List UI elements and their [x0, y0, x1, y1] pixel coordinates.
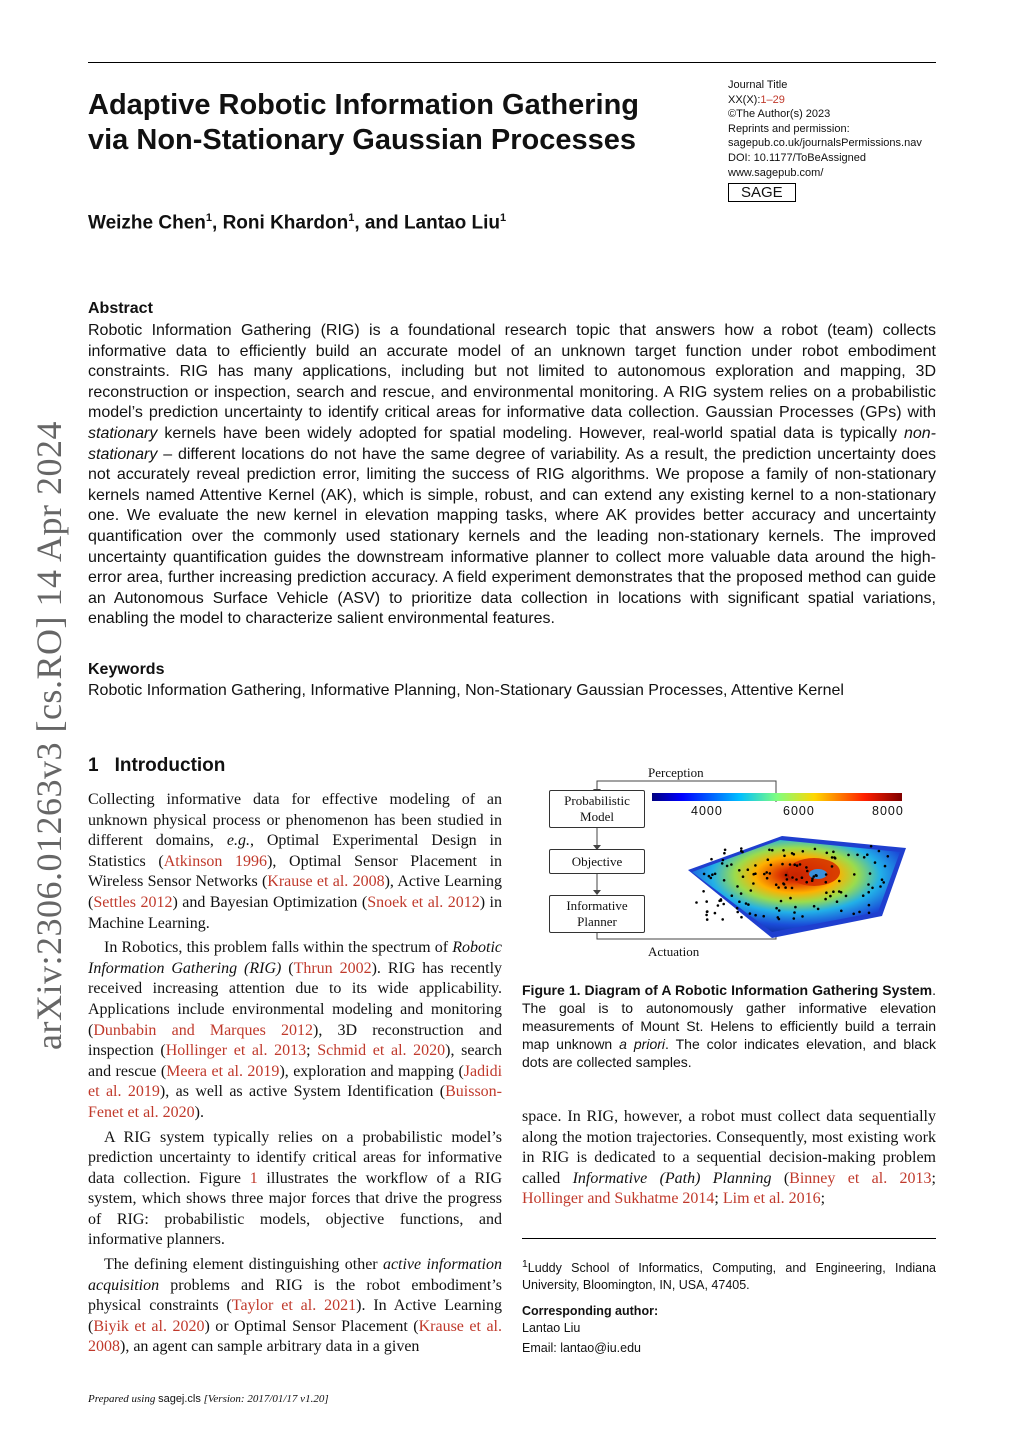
sample-dot — [778, 909, 781, 912]
sample-dot — [825, 881, 828, 884]
sample-dot — [740, 847, 743, 850]
title-line-2: via Non-Stationary Gaussian Processes — [88, 124, 636, 156]
figure-caption — [522, 981, 936, 1071]
sample-dot — [721, 862, 724, 865]
sample-dot — [747, 903, 750, 906]
sample-dot — [799, 863, 802, 866]
sample-dot — [825, 891, 828, 894]
citation-link[interactable]: Thrun 2002 — [293, 959, 372, 977]
sample-dot — [791, 876, 794, 879]
sample-dot — [706, 910, 709, 913]
sample-dot — [789, 897, 792, 900]
sample-dot — [878, 850, 881, 853]
citation-link[interactable]: Snoek et al. 2012 — [367, 893, 480, 911]
sample-dot — [805, 866, 808, 869]
sample-dot — [863, 856, 866, 859]
keywords-heading: Keywords — [88, 661, 165, 678]
sample-dot — [794, 906, 797, 909]
sample-dot — [721, 918, 724, 921]
sample-dot — [831, 865, 834, 868]
actuation-label: Actuation — [648, 944, 700, 959]
sample-dot — [775, 883, 778, 886]
sample-dot — [706, 918, 709, 921]
section-number: 1 — [88, 755, 99, 776]
sample-dot — [838, 880, 841, 883]
colorbar-tick: 4000 — [691, 804, 723, 818]
sample-dot — [766, 877, 769, 880]
citation-link[interactable]: Taylor et al. 2021 — [231, 1297, 357, 1315]
section-title: Introduction — [114, 755, 226, 776]
sample-dot — [847, 854, 850, 857]
sample-dot — [754, 872, 757, 875]
journal-volume — [728, 93, 958, 108]
sample-dot — [874, 861, 877, 864]
author-separator: , — [212, 212, 223, 234]
journal-permissions-url[interactable]: sagepub.co.uk/journalsPermissions.nav — [728, 137, 922, 150]
sample-dot — [791, 887, 794, 890]
citation-link[interactable]: Atkinson 1996 — [163, 852, 268, 870]
top-rule — [88, 62, 936, 63]
caption-title: Figure 1. Diagram of A Robotic Information Gathering System — [522, 982, 933, 998]
sample-dot — [805, 881, 808, 884]
sample-dot — [745, 902, 748, 905]
sample-dot — [796, 864, 799, 867]
sample-dot — [871, 887, 874, 890]
citation-link[interactable]: Meera et al. 2019 — [166, 1062, 280, 1080]
sample-dot — [845, 895, 848, 898]
sample-dot — [722, 859, 725, 862]
sample-dot — [781, 863, 784, 866]
affiliation-footnote — [522, 1256, 936, 1294]
perception-label: Perception — [648, 765, 704, 780]
author-affiliation-mark: 1 — [205, 212, 213, 224]
author-list — [88, 212, 506, 234]
probabilistic-model-box: Probabilistic Model — [549, 790, 645, 828]
paragraph: Collecting informative data for effective modeling of an unknown physical process or phenomenon has been studied in different domains, e.g., Optimal Experimental Design in Statistics (Atkinson 1996), Optimal Sensor Placement in Wireless Sensor Networks (Krause et al. 2008), Active Learning (Settles 2012) and Bayesian Optimization (Snoek et al. 2012) in Machine Learning. — [88, 791, 503, 932]
citation-link[interactable]: Jadidi et al. 2019 — [88, 1062, 503, 1101]
paragraph: In Robotics, this problem falls within the spectrum of Robotic Information Gathering (RIG) (Thrun 2002). RIG has recently received increasing attention due to its wide applicability. Applications include environmental modeling and monitoring (Dunbabin and Marques 2012), 3D reconstruction and inspection (Hollinger et al. 2013; Schmid et al. 2020), search and rescue (Meera et al. 2019), exploration and mapping (Jadidi et al. 2019), as well as active System Identification (Buisson-Fenet et al. 2020). — [88, 939, 503, 1121]
sample-dot — [780, 900, 783, 903]
sample-dot — [708, 875, 711, 878]
caption-text: . The goal is to autonomously gather informative elevation measurements of Mount St. Helens to efficiently build a terrain map unknown — [522, 982, 936, 1052]
figure-link[interactable]: 1 — [249, 1169, 258, 1187]
citation-link[interactable]: Dunbabin and Marques 2012 — [93, 1021, 313, 1039]
sample-dot — [832, 890, 835, 893]
footer-text: Prepared using — [88, 1393, 159, 1405]
abstract-emphasis: stationary — [88, 424, 158, 442]
sample-dot — [802, 850, 805, 853]
sample-dot — [752, 882, 755, 885]
sample-dot — [711, 873, 714, 876]
sample-dot — [723, 879, 726, 882]
sample-dot — [815, 874, 818, 877]
sample-dot — [824, 898, 827, 901]
sample-dot — [887, 855, 890, 858]
colorbar-tick: 8000 — [872, 804, 904, 818]
sample-dot — [791, 852, 794, 855]
sample-dot — [731, 894, 734, 897]
author-name: Weizhe Chen — [88, 212, 206, 234]
sample-dot — [750, 889, 753, 892]
footer-version: [Version: 2017/01/17 v1.20] — [200, 1393, 329, 1405]
sample-dot — [736, 907, 739, 910]
sample-dot — [884, 865, 887, 868]
sample-dot — [784, 886, 787, 889]
citation-link[interactable]: Buisson-Fenet et al. 2020 — [88, 1083, 503, 1121]
sample-dot — [770, 864, 773, 867]
sage-logo: SAGE — [728, 183, 796, 202]
volume-prefix: XX(X): — [728, 93, 761, 106]
sample-dot — [742, 875, 745, 878]
journal-reprints: Reprints and permission: — [728, 122, 850, 135]
sample-dot — [740, 916, 743, 919]
sample-dot — [754, 914, 757, 917]
sample-dot — [869, 872, 872, 875]
sample-dot — [736, 911, 739, 914]
sample-dot — [832, 851, 835, 854]
sample-dot — [714, 873, 717, 876]
sample-dot — [806, 870, 809, 873]
sample-dot — [801, 915, 804, 918]
citation-link[interactable]: Krause et al. 2008 — [267, 873, 385, 891]
sample-dot — [793, 911, 796, 914]
sample-dot — [782, 882, 785, 885]
sample-dot — [738, 869, 741, 872]
sample-dot — [801, 876, 804, 879]
caption-text: . The color indicates elevation, and black dots are collected samples. — [522, 1036, 937, 1070]
sample-dot — [702, 890, 705, 893]
page-footer — [88, 1393, 329, 1405]
sample-dot — [868, 912, 871, 915]
corresponding-author-heading: Corresponding author: — [522, 1304, 659, 1318]
sample-dot — [740, 892, 743, 895]
abstract-emphasis: non-stationary — [88, 424, 936, 463]
sample-dot — [838, 890, 841, 893]
sample-dot — [853, 873, 856, 876]
left-column-text — [88, 790, 502, 1362]
journal-website[interactable]: www.sagepub.com/ — [728, 166, 824, 179]
sample-dot — [862, 894, 865, 897]
author-separator: , and — [354, 212, 404, 234]
sample-dot — [840, 910, 843, 913]
journal-copyright: ©The Author(s) 2023 — [728, 108, 831, 121]
sample-dot — [795, 878, 798, 881]
sample-dot — [793, 863, 796, 866]
abstract-text: Robotic Information Gathering (RIG) is a foundational research topic that answers how a robot (team) collects informative data to efficiently build an accurate model of an unknown target function under robot embodiment constraints. RIG has many applications, including but not limited to autonomous exploration and mapping, 3D reconstruction or inspection, search and rescue, and environmental monitoring. A RIG system relies on a probabilistic model’s prediction uncertainty to identify critical areas for informative data collection. Gaussian Processes (GPs) with — [88, 322, 936, 422]
paragraph: The defining element distinguishing other active information acquisition problems and RIG is the robot embodiment’s physical constraints (Taylor et al. 2021). In Active Learning (Biyik et al. 2020) or Optimal Sensor Placement (Krause et al. 2008), an agent can sample arbitrary data in a given — [88, 1256, 503, 1356]
sample-dot — [778, 918, 781, 921]
informative-planner-box: Informative Planner — [549, 895, 645, 933]
abstract-body — [88, 321, 936, 630]
sample-dot — [705, 900, 708, 903]
right-column-text: space. In RIG, however, a robot must collect data sequentially along the motion trajectories. Consequently, most existing work in RIG is dedicated to a sequential decision-making problem called Informative (Path) Planning (Binney et al. 2013; Hollinger and Sukhatme 2014; Lim et al. 2016; — [522, 1108, 936, 1208]
section-heading-introduction — [88, 755, 225, 777]
sample-dot — [858, 911, 861, 914]
sample-dot — [771, 849, 774, 852]
sample-dot — [836, 900, 839, 903]
affiliation-text: Luddy School of Informatics, Computing, and Engineering, Indiana University, Bloomington, IN, USA, 47405. — [522, 1261, 936, 1293]
citation-link[interactable]: Hollinger and Sukhatme 2014 — [522, 1190, 715, 1208]
sample-dot — [754, 864, 757, 867]
journal-info — [728, 78, 958, 202]
title-line-1: Adaptive Robotic Information Gathering — [88, 89, 640, 121]
sample-dot — [834, 857, 837, 860]
sample-dot — [762, 915, 765, 918]
actuation-arrow — [597, 932, 776, 939]
sample-dot — [722, 903, 725, 906]
paragraph: A RIG system typically relies on a probabilistic model’s prediction uncertainty to identify critical areas for informative data collection. Figure 1 illustrates the workflow of a RIG system, which shows three major forces that drive the progress of RIG: probabilistic models, objective functions, and informative planners. — [88, 1128, 502, 1249]
sample-dot — [867, 883, 870, 886]
citation-link[interactable]: Biyik et al. 2020 — [93, 1317, 205, 1335]
sample-dot — [695, 901, 698, 904]
sample-dot — [867, 891, 870, 894]
journal-title: Journal Title — [728, 79, 788, 91]
sample-dot — [882, 881, 885, 884]
citation-link[interactable]: Binney et al. 2013 — [789, 1169, 932, 1187]
sample-dot — [785, 874, 788, 877]
crater — [809, 869, 827, 879]
sample-dot — [768, 849, 771, 852]
sample-dot — [777, 886, 780, 889]
colorbar-tick: 6000 — [783, 804, 815, 818]
affiliation-mark: 1 — [522, 1259, 528, 1270]
sample-dot — [723, 852, 726, 855]
sample-dot — [710, 877, 713, 880]
sample-dot — [868, 904, 871, 907]
sample-dot — [856, 854, 859, 857]
sample-dot — [769, 872, 772, 875]
sample-dot — [793, 917, 796, 920]
sample-dot — [813, 905, 816, 908]
sample-dot — [811, 879, 814, 882]
sample-dot — [831, 856, 834, 859]
sample-dot — [714, 912, 717, 915]
abstract-text: kernels have been widely adopted for spatial modeling. However, real-world spatial data is typically — [157, 424, 904, 442]
sample-dot — [817, 908, 820, 911]
sample-dot — [775, 907, 778, 910]
sample-dot — [789, 863, 792, 866]
sample-dot — [879, 885, 882, 888]
footer-cls: sagej.cls — [158, 1393, 201, 1405]
sample-dot — [765, 871, 768, 874]
sample-dot — [720, 898, 723, 901]
citation-link[interactable]: Hollinger et al. 2013 — [165, 1042, 307, 1060]
footnote-rule — [522, 1238, 936, 1239]
arxiv-stamp: arXiv:2306.01263v3 [cs.RO] 14 Apr 2024 — [29, 421, 69, 1050]
sample-dot — [826, 852, 829, 855]
sample-dot — [767, 858, 770, 861]
objective-box: Objective — [549, 849, 645, 874]
sample-dot — [783, 855, 786, 858]
citation-link[interactable]: Krause et al. 2008 — [88, 1317, 502, 1356]
sample-dot — [814, 848, 817, 851]
sample-dot — [747, 868, 750, 871]
sample-dot — [736, 885, 739, 888]
author-name: Roni Khardon — [222, 212, 349, 234]
figure-1-diagram — [522, 760, 936, 970]
sample-dot — [866, 853, 869, 856]
abstract-text: – different locations do not have the same degree of variability. As a result, the prediction uncertainty does not accurately reveal prediction error, limiting the success of RIG algorithms. We propose a family of non-stationary kernels named Attentive Kernel (AK), which is simple, robust, and can extend any existing kernel to a non-stationary one. We evaluate the new kernel in elevation mapping tasks, where AK provides better accuracy and uncertainty quantification over the commonly used stationary kernels and the leading non-stationary kernels. The improved uncertainty quantification guides the downstream informative planner to collect more valuable data around the high-error area, further increasing prediction accuracy. A field experiment demonstrates that the proposed method can guide an Autonomous Surface Vehicle (ASV) to prioritize data collection in locations with significant spatial variations, enabling the model to characterize salient environmental features. — [88, 445, 936, 628]
abstract-heading: Abstract — [88, 300, 153, 317]
paper-title — [88, 88, 688, 158]
citation-link[interactable]: Settles 2012 — [93, 893, 173, 911]
caption-emphasis: a priori — [619, 1036, 666, 1052]
corresponding-author-name: Lantao Liu — [522, 1321, 581, 1335]
sample-dot — [749, 912, 752, 915]
sample-dot — [738, 900, 741, 903]
sample-dot — [703, 873, 706, 876]
author-affiliation-mark: 1 — [500, 212, 507, 224]
author-affiliation-mark: 1 — [348, 212, 355, 224]
sample-dot — [726, 865, 729, 868]
sample-dot — [852, 913, 855, 916]
citation-link[interactable]: Lim et al. 2016 — [722, 1190, 821, 1208]
sample-dot — [730, 863, 733, 866]
sample-dot — [763, 873, 766, 876]
citation-link[interactable]: Schmid et al. 2020 — [317, 1042, 446, 1060]
sample-dot — [740, 850, 743, 853]
sample-dot — [829, 895, 832, 898]
colorbar — [652, 793, 902, 801]
sample-dot — [825, 873, 828, 876]
corresponding-author-email[interactable]: Email: lantao@iu.edu — [522, 1341, 642, 1355]
keywords-body: Robotic Information Gathering, Informative Planning, Non-Stationary Gaussian Processes, Attentive Kernel — [88, 682, 844, 699]
page-range-link[interactable]: 1–29 — [760, 93, 785, 106]
sample-dot — [724, 849, 727, 852]
sample-dot — [705, 914, 708, 917]
author-name: Lantao Liu — [403, 212, 500, 234]
journal-doi: DOI: 10.1177/ToBeAssigned — [728, 151, 866, 164]
sample-dot — [782, 849, 785, 852]
sample-dot — [881, 878, 884, 881]
sample-dot — [710, 858, 713, 861]
sample-dot — [786, 878, 789, 881]
sample-dot — [717, 904, 720, 907]
sample-dot — [870, 845, 873, 848]
